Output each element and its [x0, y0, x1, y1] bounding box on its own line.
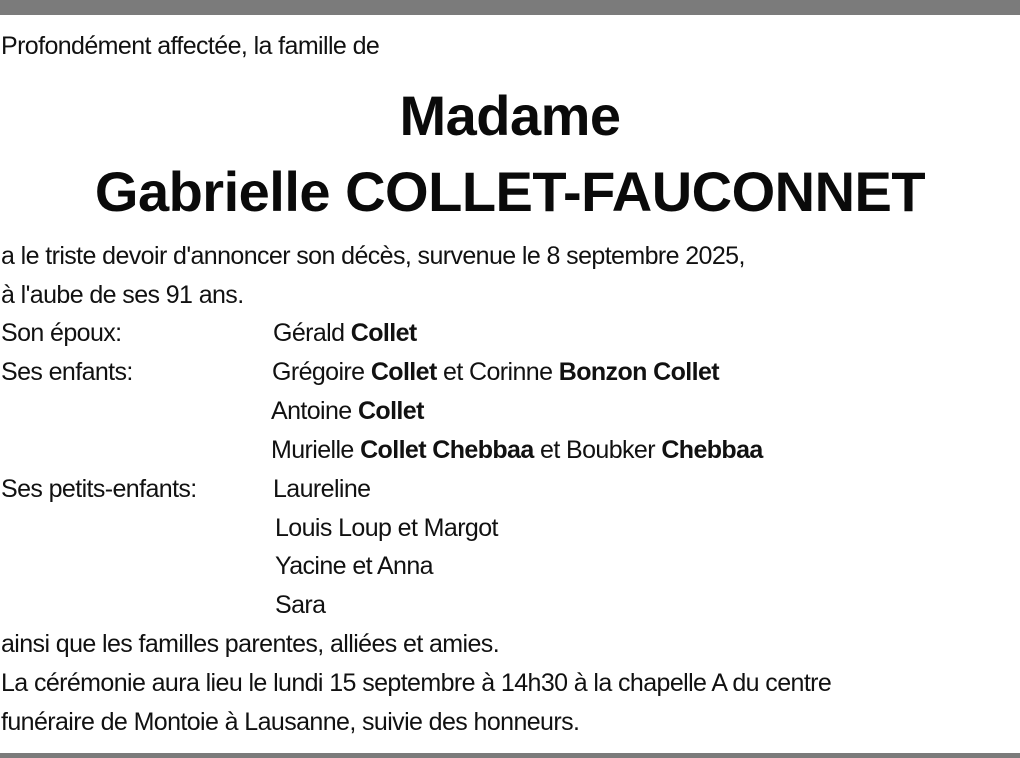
spouse-label: Son époux:	[1, 319, 122, 347]
grandchild-row: Sara	[275, 591, 326, 619]
closing-line-1: ainsi que les familles parentes, alliées et amies.	[1, 630, 500, 658]
partner-first-name: et Boubker	[540, 436, 655, 464]
child-last-name: Collet Chebbaa	[360, 436, 534, 464]
partner-first-name: et Corinne	[443, 358, 553, 386]
child-row	[271, 435, 763, 465]
spouse-first-name: Gérald	[273, 319, 345, 347]
child-first-name: Grégoire	[272, 358, 365, 386]
child-row	[272, 357, 719, 387]
spouse-last-name: Collet	[350, 319, 417, 347]
grandchildren-label: Ses petits-enfants:	[1, 475, 197, 503]
top-border	[0, 0, 1020, 15]
partner-last-name: Bonzon Collet	[558, 358, 719, 386]
child-last-name: Collet	[357, 397, 424, 425]
deceased-name: Gabrielle COLLET-FAUCONNET	[94, 160, 926, 223]
announcement-line-1: a le triste devoir d'annoncer son décès, survenue le 8 septembre 2025,	[1, 242, 745, 270]
grandchild-row: Louis Loup et Margot	[275, 514, 498, 542]
spouse-entry	[273, 318, 417, 348]
bottom-border	[0, 753, 1020, 758]
partner-last-name: Chebbaa	[661, 436, 763, 464]
intro-text: Profondément affectée, la famille de	[1, 32, 380, 60]
child-first-name: Murielle	[271, 436, 354, 464]
grandchild-row: Laureline	[273, 475, 371, 503]
child-first-name: Antoine	[271, 397, 352, 425]
deceased-title: Madame	[399, 84, 621, 147]
children-label: Ses enfants:	[1, 358, 133, 386]
closing-line-2: La cérémonie aura lieu le lundi 15 septembre à 14h30 à la chapelle A du centre	[1, 669, 832, 697]
child-row	[271, 396, 424, 426]
grandchild-row: Yacine et Anna	[275, 552, 433, 580]
closing-line-3: funéraire de Montoie à Lausanne, suivie des honneurs.	[1, 708, 580, 736]
announcement-line-2: à l'aube de ses 91 ans.	[1, 281, 244, 309]
child-last-name: Collet	[370, 358, 437, 386]
